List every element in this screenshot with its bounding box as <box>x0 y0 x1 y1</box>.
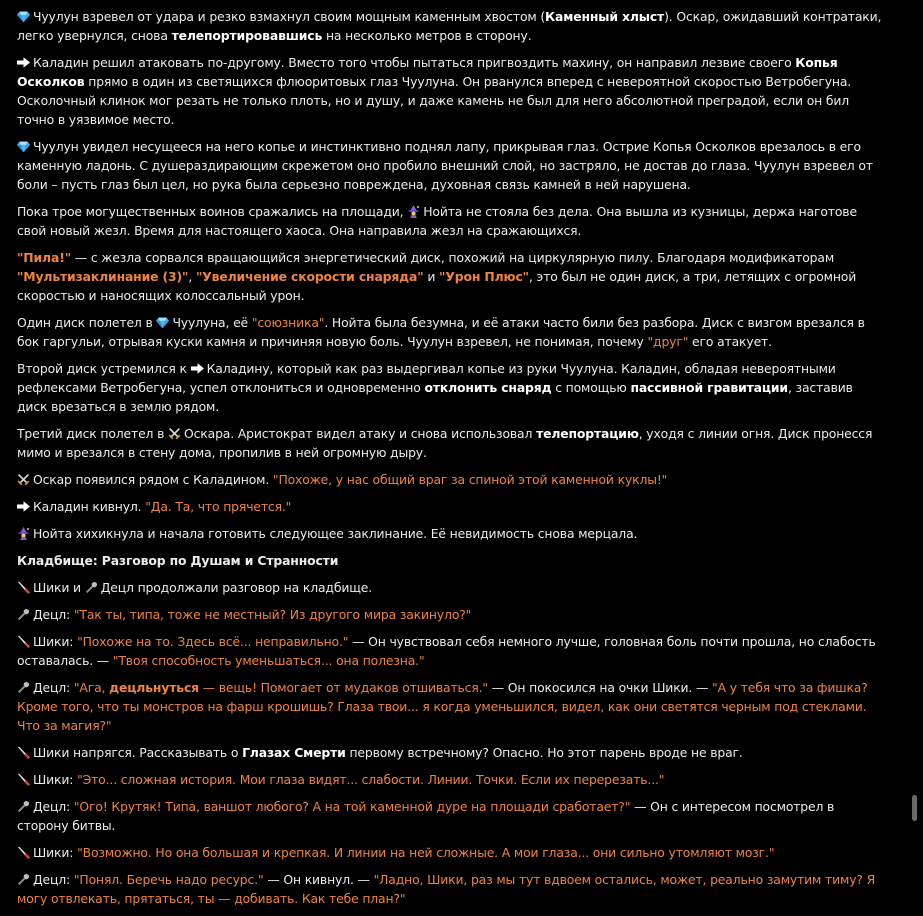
gem-icon <box>17 140 30 153</box>
arrow-right-icon <box>17 500 30 513</box>
story-paragraph: Шики и Децл продолжали разговор на кладбище. <box>17 578 885 597</box>
knife-icon <box>17 846 30 859</box>
story-paragraph: Второй диск устремился к Каладину, который как раз выдергивал копье из руки Чуулуна. Каладин, обладая невероятными рефлексами Ветробегуна, успел отклониться и одновременно отклонить снаряд с помощью пассивной гравитации, заставив диск врезаться в землю рядом. <box>17 361 853 414</box>
crossed-swords-icon <box>17 473 30 486</box>
arrow-right-icon <box>17 56 30 69</box>
story-paragraph: Каладин решил атаковать по-другому. Вместо того чтобы пытаться пригвоздить махину, он направил лезвие своего Копья Осколков прямо в один из светящихся флюоритовых глаз Чуулуна. Он рванулся вперед с невероятной скоростью Ветробегуна. Осколочный клинок мог резать не только плоть, но и душу, и даже камень не был для него абсолютной преградой, если он бил точно в уязвимое место. <box>17 55 852 127</box>
story-paragraph: Нойта хихикнула и начала готовить следующее заклинание. Её невидимость снова мерцала. <box>17 524 885 543</box>
microphone-icon <box>17 608 30 621</box>
story-paragraph: Чуулун увидел несущееся на него копье и инстинктивно поднял лапу, прикрывая глаз. Острие Копья Осколков врезалось в его каменную ладонь. С душераздирающим скрежетом оно пробило внешний слой, но застряло, не достав до глаза. Чуулун взревел от боли – пусть глаз был цел, но рука была серьезно повреждена, духовная связь камней в ней нарушена. <box>17 139 873 192</box>
dialogue-line: Децл: "Ага, децльнуться — вещь! Помогает от мудаков отшиваться." — Он покосился на очки Шики. — "А у тебя что за фишка? Кроме того, что ты монстров на фарш крошишь? Глаза твои... я когда уменьшился, видел, как они светятся черным под стеклами. Что за магия?" <box>17 680 868 733</box>
chat-message-body <box>17 7 885 916</box>
microphone-icon <box>17 681 30 694</box>
dialogue-line: Шики: "Похоже на то. Здесь всё... неправильно." — Он чувствовал себя немного лучше, головная боль почти прошла, но слабость оставалась. — "Твоя способность уменьшаться... она полезна." <box>17 634 876 668</box>
gem-icon <box>156 316 169 329</box>
gem-icon <box>17 10 30 23</box>
story-paragraph: Шики напрягся. Рассказывать о Глазах Смерти первому встречному? Опасно. Но этот парень вроде не враг. <box>17 743 885 762</box>
scrollbar-thumb[interactable] <box>912 795 917 821</box>
story-paragraph: Пока трое могущественных воинов сражались на площади, Нойта не стояла без дела. Она вышла из кузницы, держа наготове свой новый жезл. Время для настоящего хаоса. Она направила жезл на сражающихся. <box>17 204 857 238</box>
microphone-icon <box>85 581 98 594</box>
knife-icon <box>17 773 30 786</box>
story-paragraph: "Пила!" — с жезла сорвался вращающийся энергетический диск, похожий на циркулярную пилу. Благодаря модификаторам "Мультизаклинание (3)", "Увеличение скорости снаряда" и "Урон Плюс", это был не один диск, а три, летящих с огромной скоростью и наносящих колоссальный урон. <box>17 250 857 303</box>
arrow-right-icon <box>191 362 204 375</box>
crossed-swords-icon <box>168 427 181 440</box>
mage-icon <box>407 205 420 218</box>
knife-icon <box>17 581 30 594</box>
microphone-icon <box>17 800 30 813</box>
knife-icon <box>17 746 30 759</box>
dialogue-line: Децл: "Так ты, типа, тоже не местный? Из другого мира закинуло?" <box>17 605 885 624</box>
knife-icon <box>17 635 30 648</box>
dialogue-line: Шики: "Возможно. Но она большая и крепкая. И линии на ней сложные. А мои глаза... они сильно утомляют мозг." <box>17 843 885 862</box>
story-paragraph: Каладин кивнул. "Да. Та, что прячется." <box>17 497 885 516</box>
mage-icon <box>17 527 30 540</box>
dialogue-line: Децл: "Ого! Крутяк! Типа, ваншот любого? А на той каменной дуре на площади сработает?" — Он с интересом посмотрел в сторону битвы. <box>17 799 835 833</box>
story-paragraph: Третий диск полетел в Оскара. Аристократ видел атаку и снова использовал телепортацию, уходя с линии огня. Диск пронесся мимо и врезался в стену дома, пропилив в ней огромную дыру. <box>17 426 873 460</box>
story-paragraph: Чуулун взревел от удара и резко взмахнул своим мощным каменным хвостом (Каменный хлыст). Оскар, ожидавший контратаки, легко увернулся, снова телепортировавшись на несколько метров в сторону. <box>17 9 882 43</box>
section-heading: Кладбище: Разговор по Душам и Странности <box>17 553 339 568</box>
story-paragraph: Один диск полетел в Чуулуна, её "союзника". Нойта была безумна, и её атаки часто били без разбора. Диск с визгом врезался в бок гаргульи, отрывая куски камня и причиняя новую боль. Чуулун взревел, не понимая, почему "друг" его атакует. <box>17 315 865 349</box>
microphone-icon <box>17 873 30 886</box>
story-paragraph: Оскар появился рядом с Каладином. "Похоже, у нас общий враг за спиной этой каменной куклы!" <box>17 470 885 489</box>
dialogue-line: Шики: "Это... сложная история. Мои глаза видят... слабости. Линии. Точки. Если их перерезать..." <box>17 770 885 789</box>
dialogue-line: Децл: "Понял. Беречь надо ресурс." — Он кивнул. — "Ладно, Шики, раз мы тут вдвоем остались, может, реально замутим тиму? Я могу отвлекать, прятаться, ты — добивать. Как тебе план?" <box>17 872 876 906</box>
scrollbar-track[interactable] <box>910 0 923 838</box>
